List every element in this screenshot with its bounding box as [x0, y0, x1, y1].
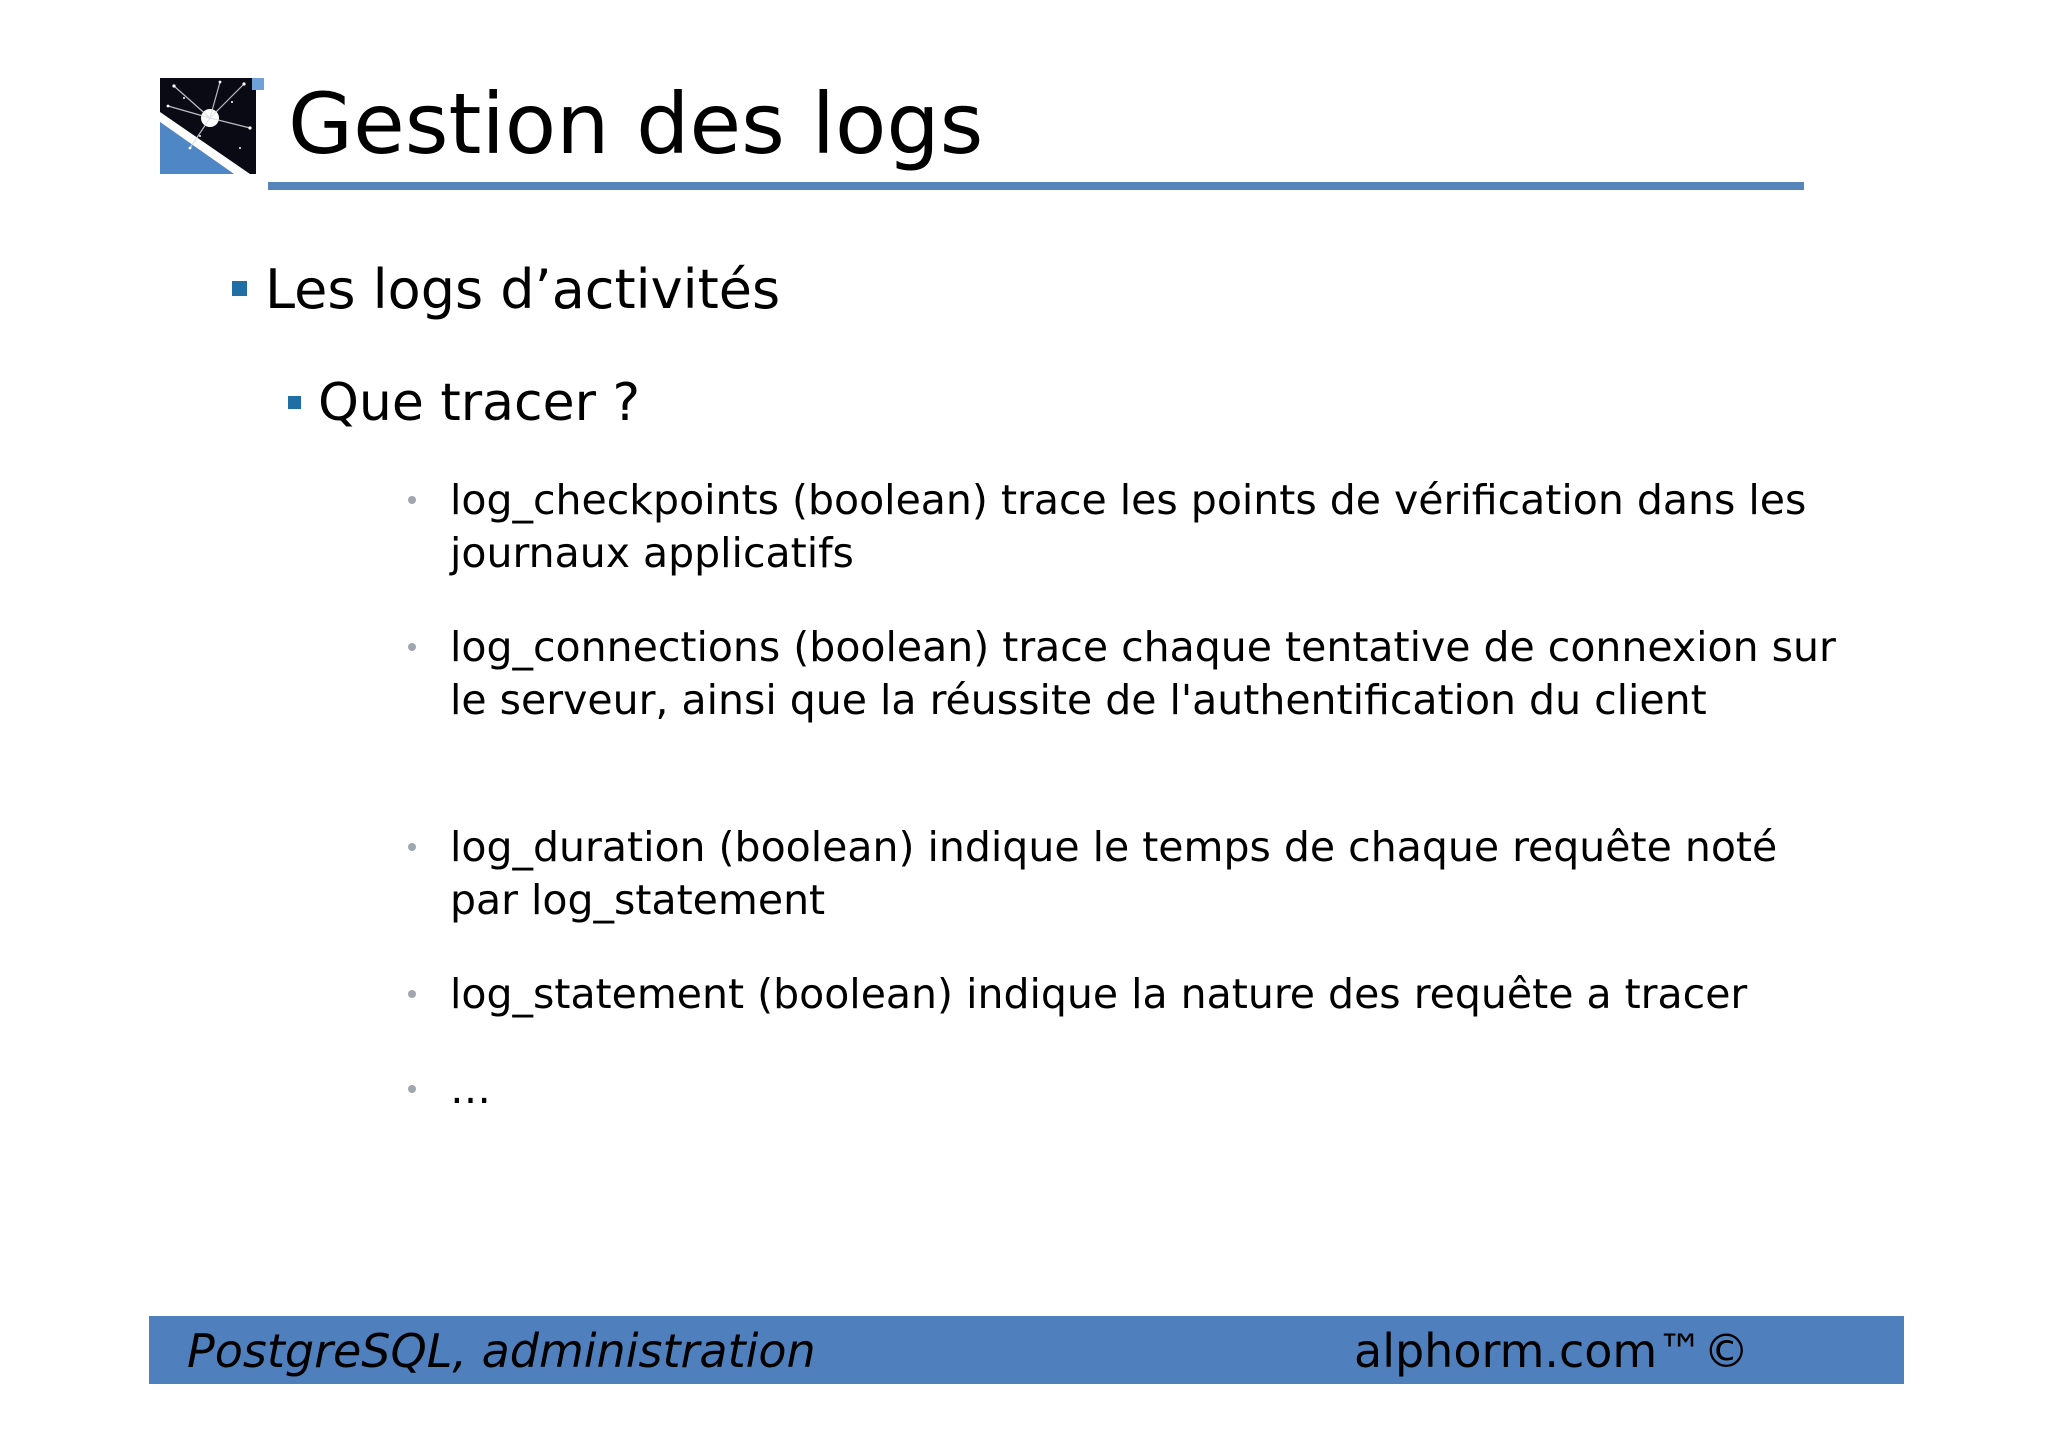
dot-bullet-icon	[408, 1085, 416, 1093]
parameter-description: trace les points de vérification dans les journaux applicatifs	[450, 476, 1807, 577]
dot-bullet-icon	[408, 643, 416, 651]
parameter-name: log_statement (boolean)	[450, 970, 954, 1018]
title-underline	[268, 182, 1804, 190]
footer-bar	[149, 1316, 1904, 1384]
brand-name: alphorm.com™©	[1354, 1324, 1750, 1378]
dot-bullet-icon	[408, 843, 416, 851]
parameter-description: indique le temps de chaque requête noté par log_statement	[450, 823, 1778, 924]
dot-bullet-icon	[408, 496, 416, 504]
course-name: PostgreSQL, administration	[187, 1324, 816, 1378]
parameter-name: log_duration (boolean)	[450, 823, 915, 871]
dot-bullet-icon	[408, 990, 416, 998]
parameter-name: log_checkpoints (boolean)	[450, 476, 988, 524]
alphorm-logo-icon	[160, 78, 266, 176]
parameter-description: trace chaque tentative de connexion sur le serveur, ainsi que la réussite de l'authentification du client	[450, 623, 1836, 724]
subsection-heading: Que tracer ?	[318, 373, 641, 433]
parameter-name: log_connections (boolean)	[450, 623, 990, 671]
section-heading: Les logs d’activités	[265, 258, 781, 321]
slide-title: Gestion des logs	[288, 75, 984, 173]
square-bullet-icon	[288, 396, 301, 409]
square-bullet-icon	[232, 281, 247, 296]
parameter-description: indique la nature des requête a tracer	[953, 970, 1748, 1018]
ellipsis-text: …	[450, 1065, 491, 1113]
